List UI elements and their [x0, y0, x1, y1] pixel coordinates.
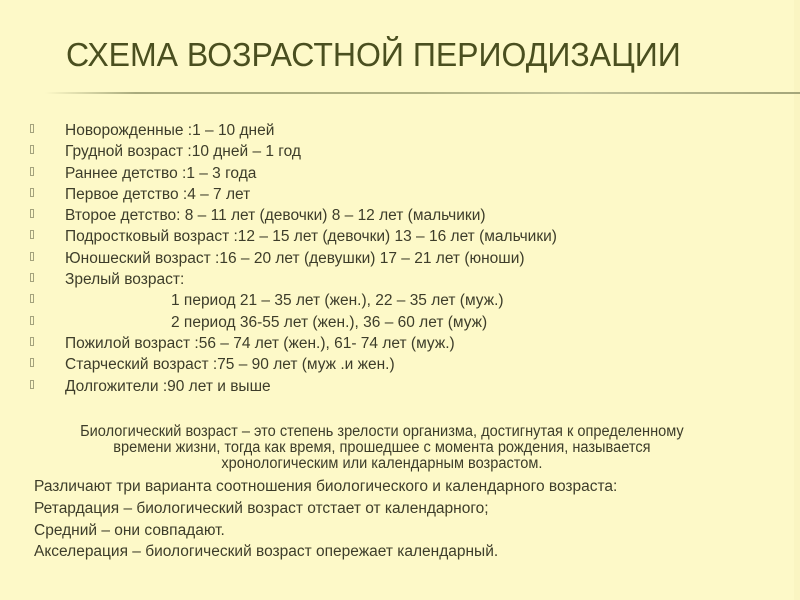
bullet-icon	[30, 252, 34, 261]
bullet-icon	[30, 188, 34, 197]
list-item-text: Второе детство: 8 – 11 лет (девочки) 8 – 12 лет (мальчики)	[65, 207, 486, 225]
definition-line-2: времени жизни, тогда как время, прошедшее с момента рождения, называется	[113, 439, 651, 456]
bullet-icon	[30, 316, 34, 325]
bullet-icon	[30, 358, 34, 367]
variant-average: Средний – они совпадают.	[34, 522, 225, 539]
list-item-text: Старческий возраст :75 – 90 лет (муж .и жен.)	[65, 356, 395, 374]
bullet-icon	[30, 273, 34, 282]
list-item-text: Грудной возраст :10 дней – 1 год	[65, 143, 301, 161]
bullet-icon	[30, 209, 34, 218]
list-item-text: Раннее детство :1 – 3 года	[65, 164, 257, 182]
bullet-icon	[30, 337, 34, 346]
bullet-icon	[30, 380, 34, 389]
title-divider	[45, 92, 800, 94]
list-item-text: Зрелый возраст:	[65, 271, 185, 289]
list-item-text: Подростковый возраст :12 – 15 лет (девочки) 13 – 16 лет (мальчики)	[65, 228, 557, 246]
bullet-icon	[30, 167, 34, 176]
list-item-text: Новорожденные :1 – 10 дней	[65, 122, 275, 139]
list-item-text: Первое детство :4 – 7 лет	[65, 185, 251, 203]
list-item-text: 1 период 21 – 35 лет (жен.), 22 – 35 лет (муж.)	[171, 292, 504, 310]
bullet-icon	[30, 230, 34, 239]
list-item-text: 2 период 36-55 лет (жен.), 36 – 60 лет (муж)	[171, 313, 488, 331]
variant-retardation: Ретардация – биологический возраст отстает от календарного;	[34, 500, 489, 517]
list-item-text: Долгожители :90 лет и выше	[65, 377, 271, 395]
variant-acceleration: Акселерация – биологический возраст опережает календарный.	[34, 543, 499, 560]
definition-line-3: хронологическим или календарным возрастом.	[221, 455, 543, 472]
slide-right-edge	[794, 0, 800, 600]
list-item-text: Юношеский возраст :16 – 20 лет (девушки) 17 – 21 лет (юноши)	[65, 249, 525, 267]
slide-title: СХЕМА ВОЗРАСТНОЙ ПЕРИОДИЗАЦИИ	[66, 36, 681, 73]
list-item-text: Пожилой возраст :56 – 74 лет (жен.), 61- 74 лет (муж.)	[65, 334, 455, 352]
bullet-icon	[30, 124, 34, 133]
bullet-icon	[30, 145, 34, 154]
bullet-icon	[30, 294, 34, 303]
variants-intro: Различают три варианта соотношения биологического и календарного возраста:	[34, 478, 618, 495]
definition-line-1: Биологический возраст – это степень зрелости организма, достигнутая к определенному	[80, 423, 684, 440]
